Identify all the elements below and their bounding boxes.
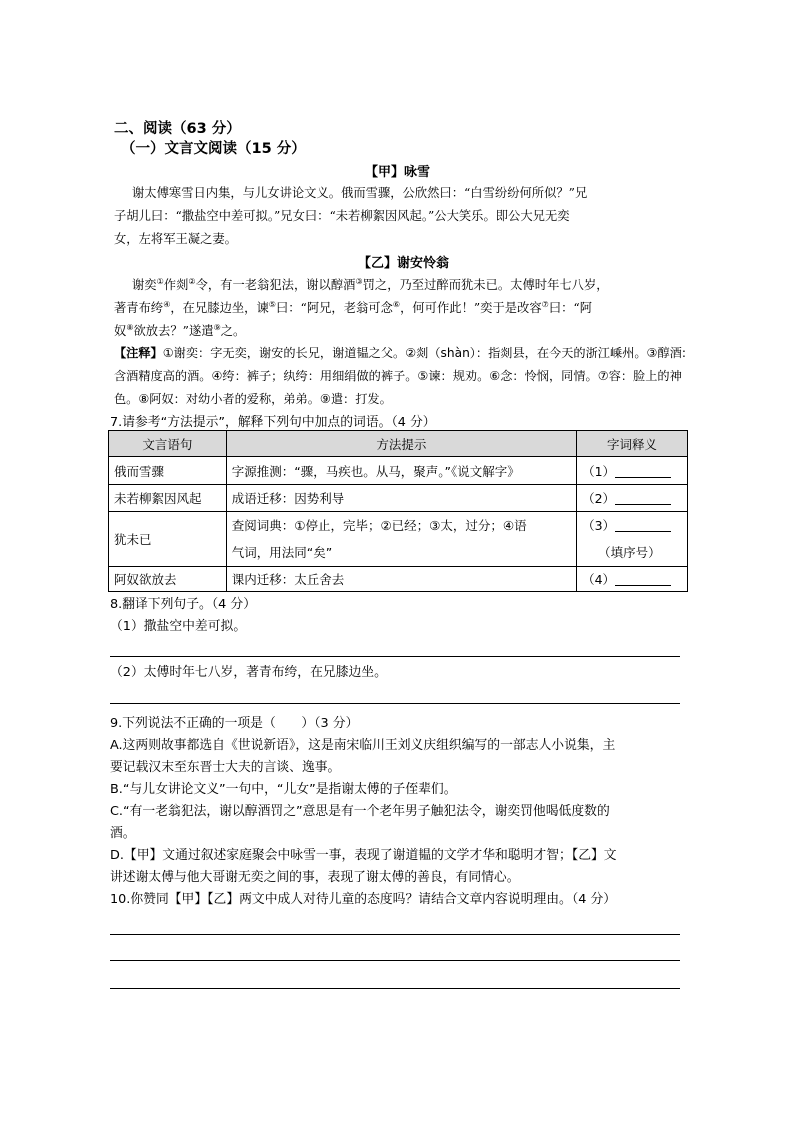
subsection-title: （一）文言文阅读（15 分） [121,141,306,157]
answer-cell[interactable]: （4） [577,567,688,592]
table-header-cell: 字词释义 [577,431,688,457]
table-header-cell: 方法提示 [226,431,576,457]
sentence-cell: 阿奴欲放去 [109,567,227,592]
q8-item: （2）太傅时年七八岁，著青布绔，在兄膝边坐。 [110,665,387,680]
q9-option-line: D.【甲】文通过叙述家庭聚会中咏雪一事，表现了谢道韫的文学才华和聪明才智；【乙】文 [110,848,617,863]
answer-line[interactable] [110,703,680,704]
q7-table [108,430,688,592]
table-header-cell: 文言语句 [109,431,227,457]
table-row [109,457,688,485]
notes-line: 含酒精度高的酒。④绔：裤子；纨绔：用细绢做的裤子。⑤谏：规劝。⑥念：怜悯，同情。⑦容：脸上的神 [114,369,682,383]
answer-blank[interactable] [615,464,671,478]
passage-a-line: 谢太傅寒雪日内集，与儿女讲论文义。俄而雪骤，公欣然曰：“白雪纷纷何所似？”兄 [132,186,588,200]
notes-label: 【注释】 [114,346,163,360]
hint-cell: 课内迁移：太丘舍去 [226,567,576,592]
q9-option-line: 要记载汉末至东晋士大夫的言谈、逸事。 [110,760,341,775]
q9-option-line: C.“有一老翁犯法，谢以醇酒罚之”意思是有一个老年男子触犯法令，谢奕罚他喝低度数的 [110,804,610,819]
answer-cell[interactable]: （1） [577,457,688,485]
answer-cell[interactable]: （3） （填序号） [577,512,688,567]
q9-option-line: B.“与儿女讲论文义”一句中，“儿女”是指谢太傅的子侄辈们。 [110,782,457,797]
answer-blank[interactable] [615,491,671,505]
notes-line: 色。⑧阿奴：对幼小者的爱称，弟弟。⑨遣：打发。 [114,392,392,406]
passage-b-line: 奴⑧欲放去？”遂遣⑨之。 [114,323,246,338]
table-row [109,567,688,592]
passage-b-line: 谢奕①作剡②令，有一老翁犯法，谢以醇酒③罚之，乃至过醉而犹未已。太傅时年七八岁， [132,277,609,292]
passage-b-title: 【乙】谢安怜翁 [358,256,450,271]
hint-cell: 字源推测：“骤，马疾也。从马，聚声。”《说文解字》 [226,457,576,485]
passage-a-line: 女，左将军王凝之妻。 [114,232,237,246]
q10-prompt: 10.你赞同【甲】【乙】两文中成人对待儿童的态度吗？请结合文章内容说明理由。（4 分） [110,892,617,907]
q7-prompt: 7.请参考“方法提示”，解释下列句中加点的词语。（4 分） [110,415,436,430]
table-row [109,512,688,567]
table-header-row [109,431,688,457]
hint-cell: 成语迁移：因势利导 [226,485,576,512]
passage-b-line: 著青布绔④，在兄膝边坐，谏⑤曰：“阿兄，老翁可念⑥，何可作此！”奕于是改容⑦曰：“阿 [114,300,592,315]
answer-line[interactable] [110,960,680,961]
q9-prompt: 9.下列说法不正确的一项是（ ）（3 分） [110,716,359,731]
sentence-cell: 犹未已 [109,512,227,567]
hint-cell: 查阅词典：①停止，完毕；②已经；③太，过分；④语 气词，用法同“矣” [226,512,576,567]
q8-prompt: 8.翻译下列句子。（4 分） [110,597,256,612]
section-title: 二、阅读（63 分） [114,121,241,137]
table-row [109,485,688,512]
passage-a-line: 子胡儿曰：“撒盐空中差可拟。”兄女曰：“未若柳絮因风起。”公大笑乐。即公大兄无奕 [114,209,570,223]
notes-line: 【注释】①谢奕：字无奕，谢安的长兄，谢道韫之父。②剡（shàn）：指剡县，在今天的浙江嵊州。③醇酒: [114,346,686,360]
q9-option-line: 酒。 [110,826,136,841]
sentence-cell: 俄而雪骤 [109,457,227,485]
answer-blank[interactable] [615,518,671,532]
answer-line[interactable] [110,934,680,935]
q9-option-line: 讲述谢太傅与他大哥谢无奕之间的事，表现了谢太傅的善良，有同情心。 [110,870,520,885]
q9-option-line: A.这两则故事都选自《世说新语》，这是南宋临川王刘义庆组织编写的一部志人小说集，主 [110,738,616,753]
answer-cell[interactable]: （2） [577,485,688,512]
passage-a-title: 【甲】咏雪 [365,165,431,180]
answer-blank[interactable] [615,572,671,586]
q8-item: （1）撒盐空中差可拟。 [110,619,247,634]
answer-line[interactable] [110,988,680,989]
sentence-cell: 未若柳絮因风起 [109,485,227,512]
answer-line[interactable] [110,656,680,657]
